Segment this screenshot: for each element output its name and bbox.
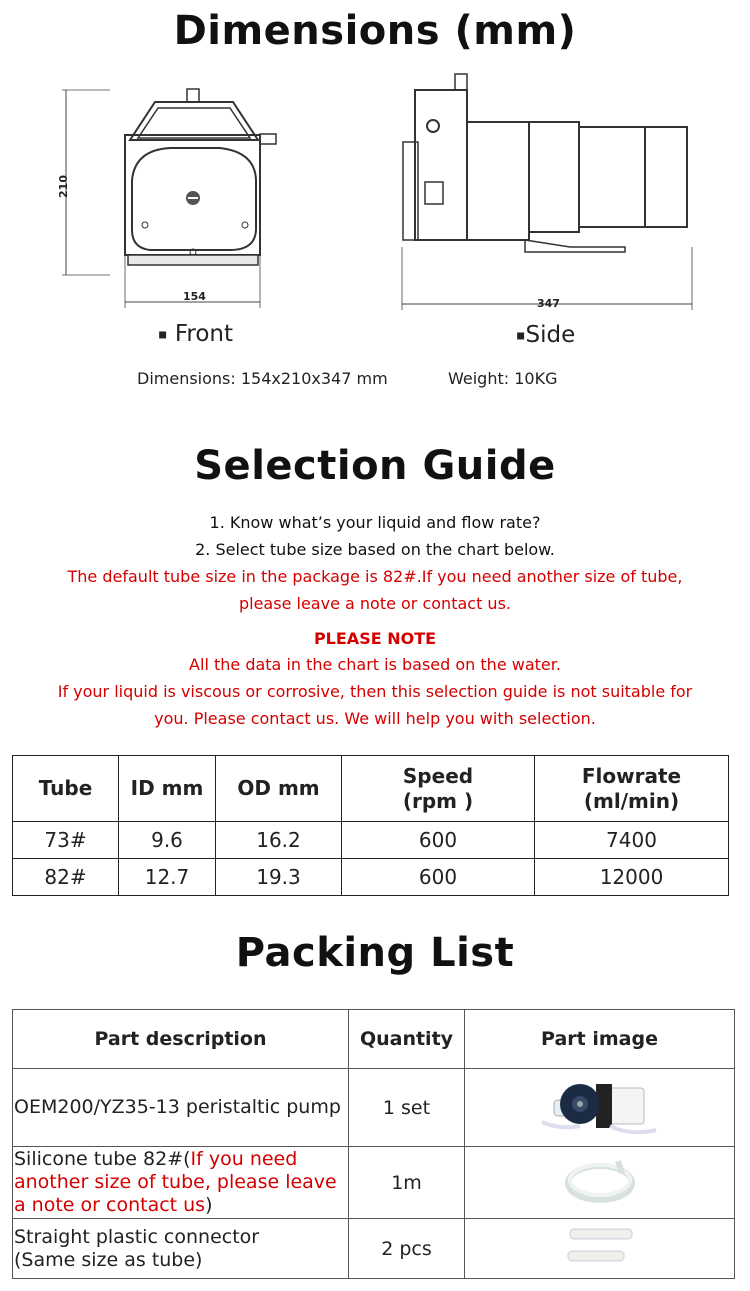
packing-table — [12, 1009, 735, 1279]
desc-line-1: Straight plastic connector — [14, 1225, 260, 1248]
cell: 82# — [13, 859, 119, 896]
part-image-cell — [465, 1219, 735, 1279]
desc-end: ) — [205, 1194, 213, 1216]
pump-image — [540, 1070, 660, 1140]
header-id: ID mm — [119, 756, 216, 822]
header-part-image: Part image — [465, 1010, 735, 1069]
cell: 12.7 — [119, 859, 216, 896]
header-flowrate — [535, 756, 729, 822]
header-part-description: Part description — [13, 1010, 349, 1069]
part-description: OEM200/YZ35-13 peristaltic pump — [13, 1069, 349, 1147]
part-description — [13, 1219, 349, 1279]
desc-line-2: (Same size as tube) — [14, 1248, 203, 1271]
cell: 12000 — [535, 859, 729, 896]
side-width-label: 347 — [537, 297, 560, 310]
bullet-icon: ▪ — [516, 327, 526, 344]
default-tube-line-1: The default tube size in the package is 82#.If you need another size of tube, — [67, 567, 683, 586]
cell: 9.6 — [119, 822, 216, 859]
header-od: OD mm — [216, 756, 342, 822]
side-view-drawing — [395, 72, 695, 312]
front-caption-text: Front — [174, 321, 233, 347]
header-speed-l1: Speed — [402, 763, 474, 788]
desc-red: If you need another size of tube, please leave a note or contact us — [14, 1148, 337, 1216]
desc-black: Silicone tube 82#( — [14, 1148, 191, 1170]
table-row — [13, 1219, 735, 1279]
default-tube-line-2: please leave a note or contact us. — [238, 594, 511, 613]
part-image-cell — [465, 1147, 735, 1219]
cell: 19.3 — [216, 859, 342, 896]
cell: 16.2 — [216, 822, 342, 859]
part-quantity: 1m — [349, 1147, 465, 1219]
table-row — [13, 1147, 735, 1219]
packing-list-title: Packing List — [235, 930, 515, 976]
header-flow-l1: Flowrate — [581, 763, 682, 788]
table-row — [13, 1069, 735, 1147]
front-caption — [158, 321, 233, 347]
cell: 600 — [342, 822, 535, 859]
note-line-3: you. Please contact us. We will help you with selection. — [154, 709, 596, 728]
selection-table — [12, 755, 729, 896]
side-caption — [516, 322, 575, 348]
packing-header-row — [13, 1010, 735, 1069]
header-quantity: Quantity — [349, 1010, 465, 1069]
table-row — [13, 859, 729, 896]
part-description — [13, 1147, 349, 1219]
dimensions-title: Dimensions (mm) — [173, 8, 577, 54]
header-speed-l2: (rpm ) — [402, 788, 474, 813]
header-flow-l2: (ml/min) — [583, 788, 680, 813]
front-view-drawing — [50, 80, 280, 310]
part-quantity: 2 pcs — [349, 1219, 465, 1279]
note-line-2: If your liquid is viscous or corrosive, then this selection guide is not suitable for — [57, 682, 693, 701]
cell: 7400 — [535, 822, 729, 859]
part-quantity: 1 set — [349, 1069, 465, 1147]
part-image-cell — [465, 1069, 735, 1147]
header-tube: Tube — [13, 756, 119, 822]
tube-image — [560, 1153, 640, 1208]
table-row — [13, 822, 729, 859]
table-header-row — [13, 756, 729, 822]
selection-guide-title: Selection Guide — [194, 443, 556, 489]
cell: 73# — [13, 822, 119, 859]
bullet-icon: ▪ — [158, 326, 168, 343]
step-1: 1. Know what’s your liquid and flow rate? — [209, 513, 541, 532]
step-2: 2. Select tube size based on the chart below. — [195, 540, 555, 559]
height-dimension-label: 210 — [56, 175, 70, 198]
header-speed — [342, 756, 535, 822]
front-width-label: 154 — [183, 290, 206, 303]
dimensions-text: Dimensions: 154x210x347 mm — [137, 369, 388, 388]
side-caption-text: Side — [525, 322, 576, 348]
note-line-1: All the data in the chart is based on the water. — [189, 655, 561, 674]
cell: 600 — [342, 859, 535, 896]
note-title: PLEASE NOTE — [313, 629, 437, 648]
connector-image — [560, 1221, 640, 1271]
weight-text: Weight: 10KG — [448, 369, 558, 388]
